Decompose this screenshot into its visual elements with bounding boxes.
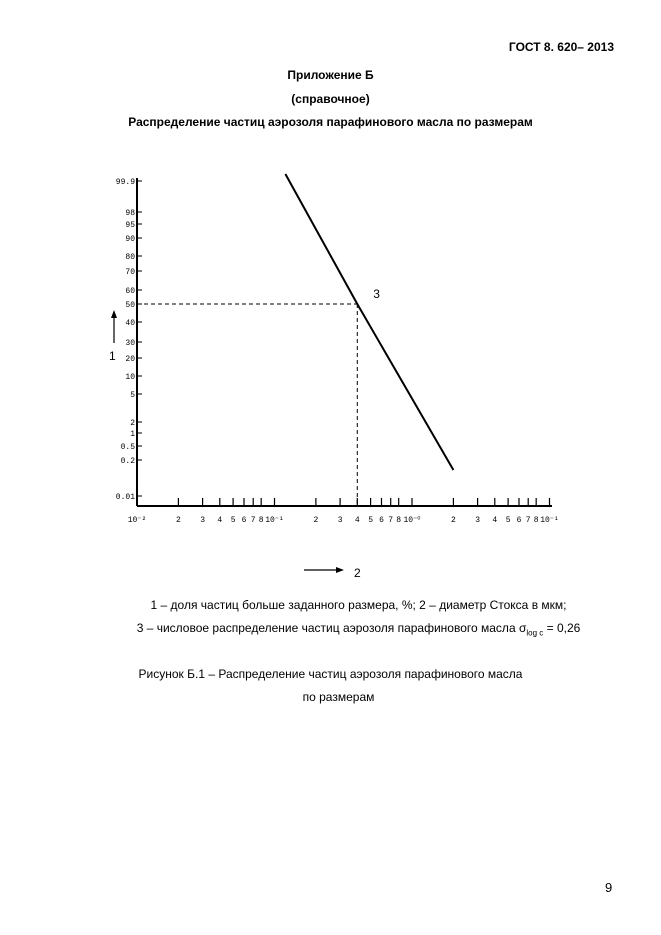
page-number: 9 <box>605 880 613 895</box>
y-tick-label: 50 <box>125 301 135 310</box>
x-tick-label: 7 <box>250 516 256 525</box>
y-tick-label: 0.5 <box>120 443 135 452</box>
y-tick-label: 20 <box>125 355 135 364</box>
x-tick-label: 7 <box>525 516 531 525</box>
x-tick-label: 8 <box>258 516 264 525</box>
series-label-3: 3 <box>373 287 380 301</box>
y-tick-label: 60 <box>125 287 135 296</box>
x-tick-label: 10⁻² <box>127 516 147 525</box>
legend-line-2 <box>28 621 661 637</box>
y-tick-label: 0.01 <box>115 493 135 502</box>
x-tick-label: 2 <box>450 516 456 525</box>
legend-line-2-prefix: 3 – числовое распределение частиц аэрозоля парафинового масла σ <box>136 621 527 635</box>
y-tick-label: 2 <box>130 419 135 428</box>
y-tick-label: 1 <box>130 430 135 439</box>
x-tick-label: 6 <box>241 516 247 525</box>
y-axis-arrowhead <box>111 310 117 318</box>
figure-caption-line-1: Рисунок Б.1 – Распределение частиц аэрозоля парафинового масла <box>138 667 523 681</box>
y-tick-label: 70 <box>125 268 135 277</box>
x-tick-label: 6 <box>379 516 384 525</box>
x-tick-label: 5 <box>505 516 511 525</box>
x-axis-label: 2 <box>354 566 361 580</box>
x-axis-arrowhead <box>336 567 344 573</box>
x-tick-label: 10⁻⁰ <box>403 516 421 525</box>
x-tick-label: 8 <box>396 516 402 525</box>
x-tick-label: 2 <box>175 516 181 525</box>
x-tick-label: 10⁻¹ <box>265 516 284 525</box>
y-tick-label: 5 <box>130 391 135 400</box>
y-tick-label: 99.9 <box>115 178 135 187</box>
x-tick-label: 4 <box>217 516 223 525</box>
y-tick-label: 98 <box>125 209 135 218</box>
y-axis-label: 1 <box>109 349 116 363</box>
x-tick-label: 5 <box>230 516 236 525</box>
y-tick-label: 40 <box>125 319 135 328</box>
legend-line-1: 1 – доля частиц больше заданного размера, %; 2 – диаметр Стокса в мкм; <box>150 598 567 612</box>
sigma-subscript: log c <box>526 628 544 638</box>
y-tick-label: 30 <box>125 339 135 348</box>
x-tick-label: 10⁻¹ <box>540 516 559 525</box>
figure-caption-line-2: по размерам <box>302 690 375 704</box>
appendix-heading: Распределение частиц аэрозоля парафинового масла по размерам <box>128 115 533 129</box>
y-tick-label: 80 <box>125 253 135 262</box>
x-tick-label: 3 <box>200 516 206 525</box>
x-tick-label: 8 <box>533 516 539 525</box>
y-tick-label: 95 <box>125 221 135 230</box>
appendix-title: Приложение Б <box>287 68 374 82</box>
x-tick-label: 4 <box>492 516 498 525</box>
y-tick-label: 0.2 <box>120 457 135 466</box>
legend-line-2-suffix: = 0,26 <box>543 621 581 635</box>
y-tick-label: 90 <box>125 235 135 244</box>
x-tick-label: 5 <box>368 516 374 525</box>
x-tick-label: 3 <box>337 516 343 525</box>
x-tick-label: 2 <box>313 516 319 525</box>
x-tick-label: 7 <box>388 516 394 525</box>
x-tick-label: 3 <box>475 516 481 525</box>
x-tick-label: 4 <box>354 516 360 525</box>
x-tick-label: 6 <box>516 516 522 525</box>
series-line-3 <box>285 174 453 470</box>
appendix-kind: (справочное) <box>291 92 370 106</box>
document-id: ГОСТ 8. 620– 2013 <box>508 40 614 54</box>
y-tick-label: 10 <box>125 373 135 382</box>
